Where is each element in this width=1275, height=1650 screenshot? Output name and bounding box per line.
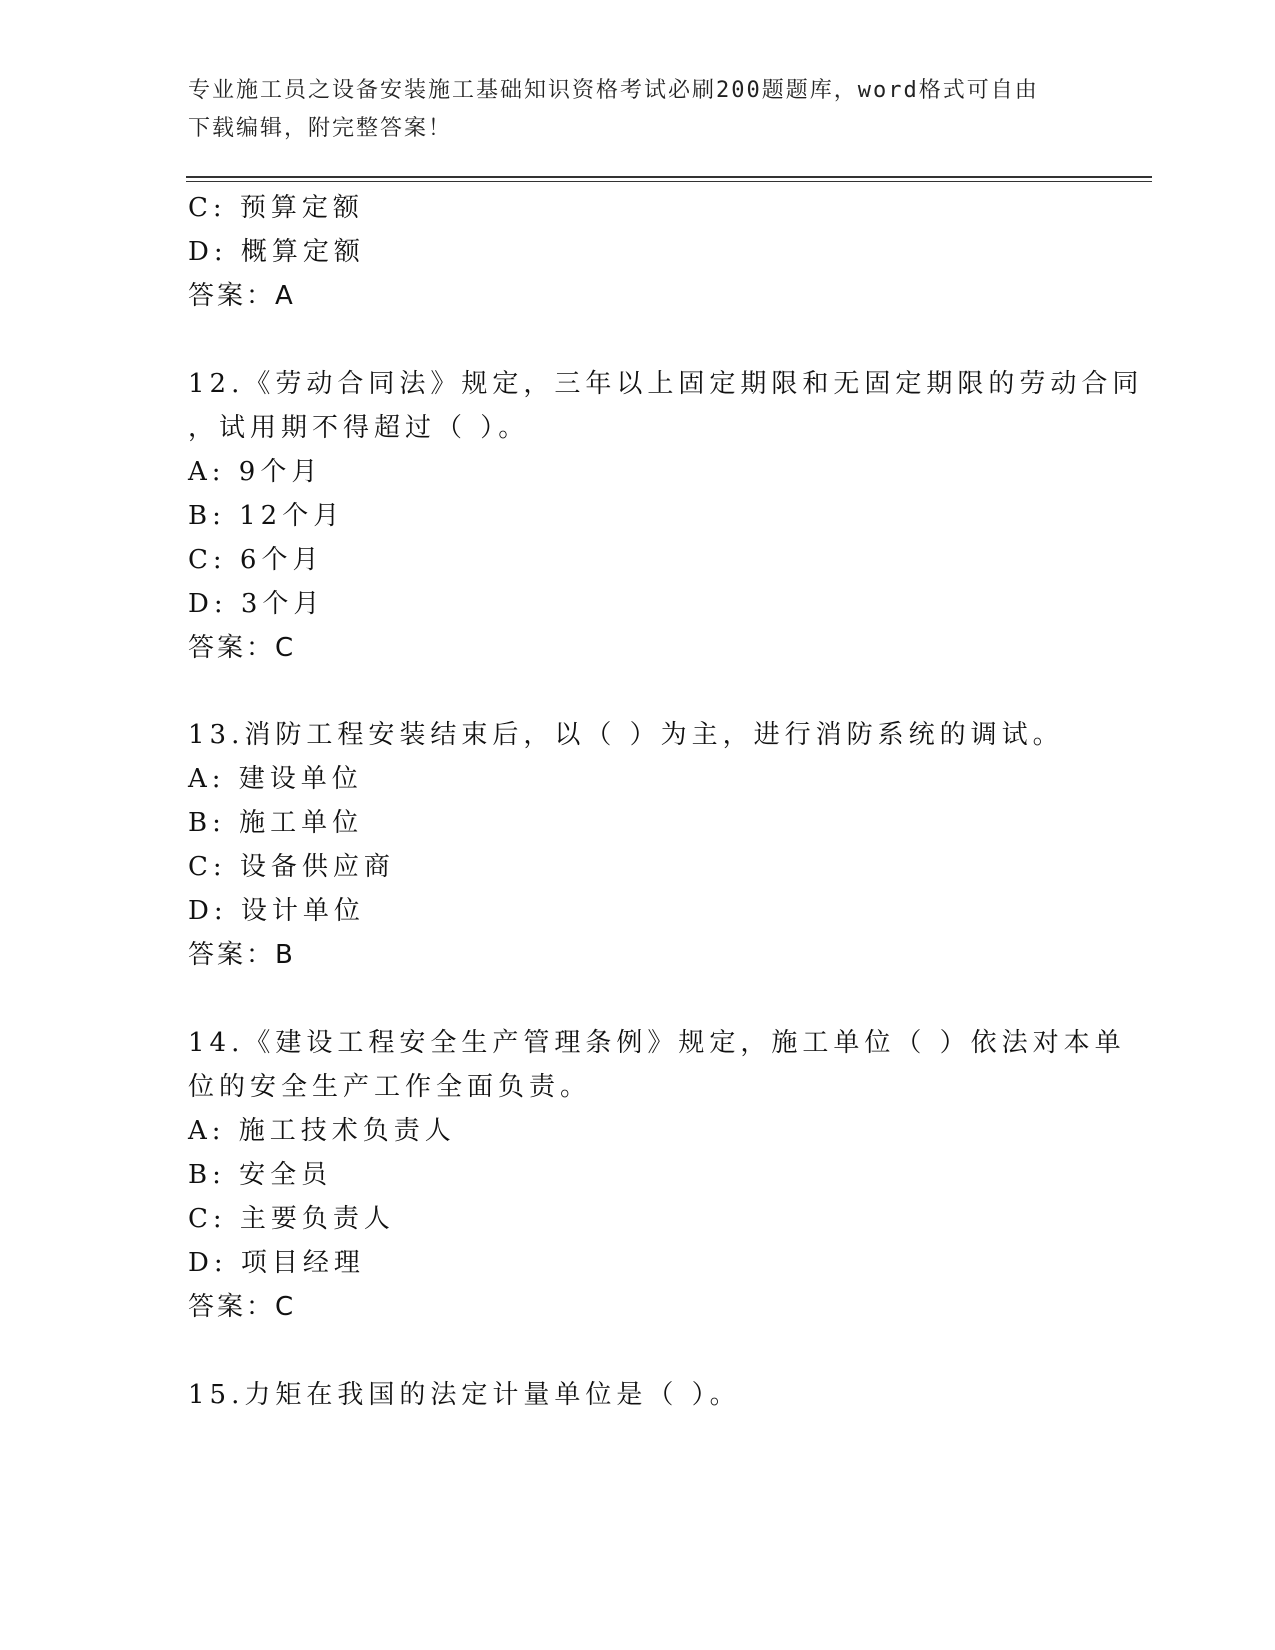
q12-stem-line-2: ，试用期不得超过（ ）。 [188, 413, 530, 443]
prev-answer: 答案：A [188, 281, 296, 311]
q13-answer: 答案：B [188, 940, 296, 970]
q12-option-a: A: 9个月 [188, 457, 323, 487]
q12-option-b: B: 12个月 [188, 501, 345, 531]
q13-stem-line-1: 13.消防工程安装结束后，以（ ）为主，进行消防系统的调试。 [188, 720, 1064, 750]
q12-option-d: D: 3个月 [188, 589, 325, 619]
q14-answer: 答案：C [188, 1292, 297, 1322]
header-line-1: 专业施工员之设备安装施工基础知识资格考试必刷200题题库，word格式可自由 [188, 78, 1039, 103]
q14-option-d: D: 项目经理 [188, 1248, 365, 1278]
q14-option-b: B: 安全员 [188, 1160, 333, 1190]
prev-option-c: C: 预算定额 [188, 193, 364, 223]
q13-option-a: A: 建设单位 [188, 764, 363, 794]
header-divider-thick [186, 176, 1152, 178]
q13-option-b: B: 施工单位 [188, 808, 364, 838]
q14-option-a: A: 施工技术负责人 [188, 1116, 456, 1146]
prev-option-d: D: 概算定额 [188, 237, 365, 267]
header-line-2: 下载编辑，附完整答案！ [188, 116, 453, 141]
q12-option-c: C: 6个月 [188, 545, 324, 575]
q14-stem-line-2: 位的安全生产工作全面负责。 [188, 1072, 592, 1102]
q13-option-d: D: 设计单位 [188, 896, 365, 926]
q12-answer: 答案：C [188, 633, 297, 663]
q14-stem-line-1: 14.《建设工程安全生产管理条例》规定，施工单位（ ）依法对本单 [188, 1028, 1126, 1058]
q13-option-c: C: 设备供应商 [188, 852, 395, 882]
q15-stem-line-1: 15.力矩在我国的法定计量单位是（ ）。 [188, 1380, 741, 1410]
q14-option-c: C: 主要负责人 [188, 1204, 395, 1234]
header-divider-thin [186, 181, 1152, 182]
q12-stem-line-1: 12.《劳动合同法》规定，三年以上固定期限和无固定期限的劳动合同 [188, 369, 1144, 399]
document-header [188, 72, 1088, 148]
